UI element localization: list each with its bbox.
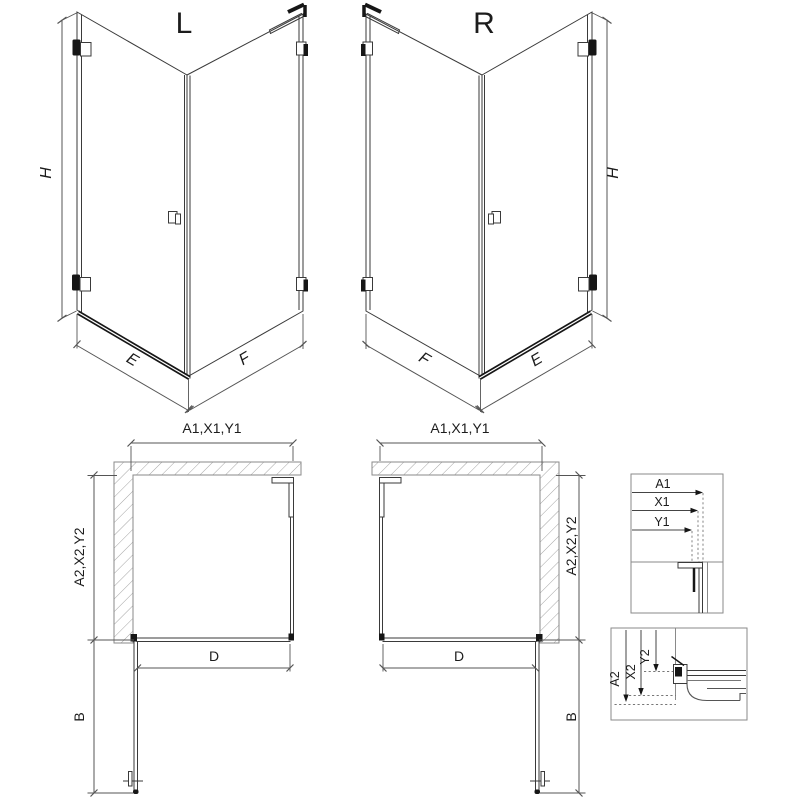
iso-enclosure-left [58, 5, 309, 414]
dim-label-door-width-left: E [123, 350, 142, 371]
detail-dim-x1: X1 [654, 495, 670, 509]
version-label-right: R [473, 7, 495, 40]
iso-enclosure-right [361, 5, 612, 414]
dim-label-side-plan-left: A2,X2,Y2 [71, 527, 87, 587]
iso-view-left [38, 5, 308, 414]
detail-box-depth-offsets [608, 628, 747, 720]
dim-label-inner-plan-left: D [208, 648, 220, 664]
detail-dim-y2: Y2 [638, 649, 652, 665]
wall-hatch-plan-right [372, 462, 559, 643]
dim-label-height-right: H [605, 167, 622, 179]
detail-dim-a1: A1 [655, 477, 671, 491]
dim-label-side-width-right: F [415, 349, 433, 369]
dim-label-top-plan-right: A1,X1,Y1 [430, 420, 490, 436]
dim-label-side-width-left: F [236, 349, 254, 369]
detail-dim-a2: A2 [608, 671, 622, 687]
plan-view-left [71, 420, 301, 797]
version-label-left: L [175, 7, 193, 40]
iso-view-right [361, 5, 622, 414]
detail-box-frame [631, 474, 723, 613]
detail-box-width-offsets [631, 474, 723, 613]
dim-label-door-plan-right: B [563, 712, 579, 722]
detail-dim-x2: X2 [624, 664, 638, 680]
detail-dim-y1: Y1 [654, 515, 670, 529]
plan-view-right [372, 420, 586, 797]
dim-label-inner-plan-right: D [453, 648, 465, 664]
dim-label-height-left: H [38, 167, 55, 179]
dim-label-door-plan-left: B [71, 712, 87, 722]
dim-label-door-width-right: E [527, 350, 546, 371]
wall-hatch-plan-left [114, 462, 301, 643]
dim-label-side-plan-right: A2,X2,Y2 [563, 516, 579, 576]
dim-label-top-plan-left: A1,X1,Y1 [182, 420, 242, 436]
